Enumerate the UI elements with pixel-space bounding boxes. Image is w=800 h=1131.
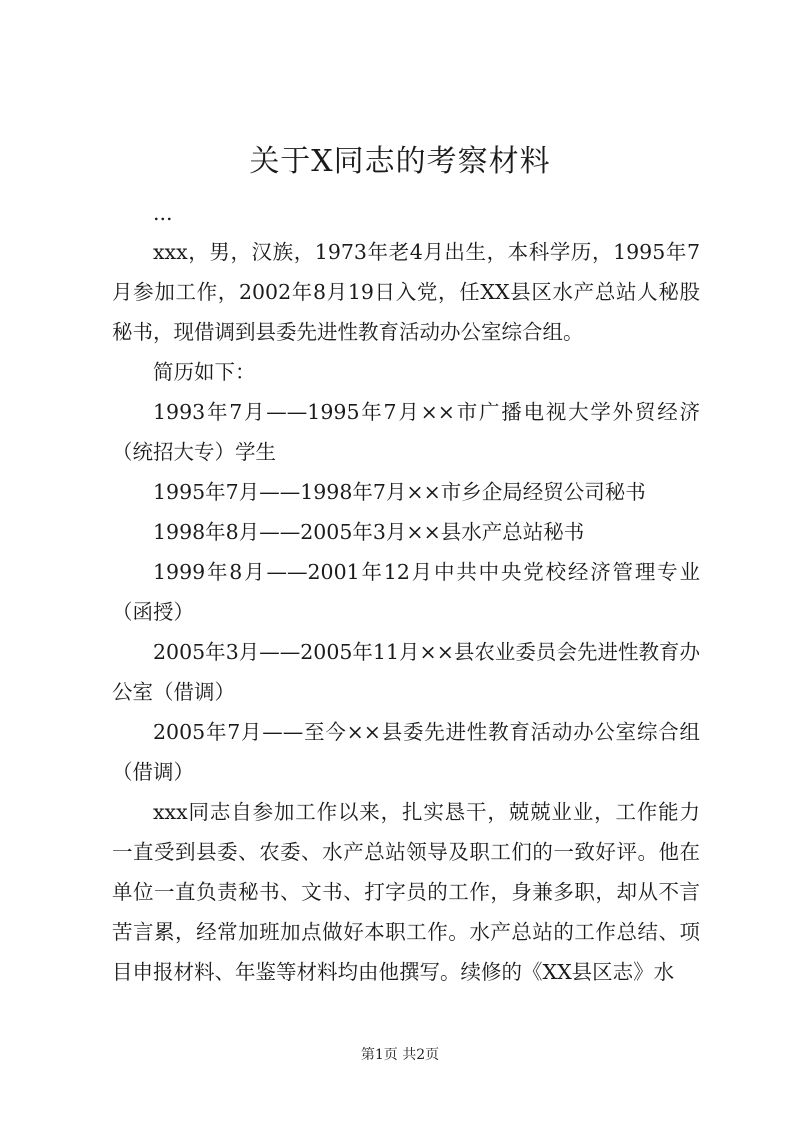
document-title: 关于X同志的考察材料 [249, 144, 551, 179]
paragraph-evaluation: xxx同志自参加工作以来，扎实恳干，兢兢业业，工作能力一直受到县委、农委、水产总站领导及职工们的一致好评。他在单位一直负责秘书、文书、打字员的工作，身兼多职，却从不言苦言累，经常加班加点做好本职工作。水产总站的工作总结、项目申报材料、年鉴等材料均由他撰写。续修的《XX县区志》水 [112, 800, 700, 984]
paragraph-personal-info: xxx，男，汉族，1973年老4月出生，本科学历，1995年7月参加工作，2002年8月19日入党，任XX县区水产总站人秘股秘书，现借调到县委先进性教育活动办公室综合组。 [112, 240, 700, 344]
resume-entry-2: 1995年7月——1998年7月××市乡企局经贸公司秘书 [153, 480, 646, 504]
page-footer: 第1页 共2页 [360, 1047, 440, 1063]
paragraph-resume-heading: 简历如下： [153, 360, 256, 384]
resume-entry-4: 1999年8月——2001年12月中共中央党校经济管理专业（函授） [112, 560, 700, 624]
resume-entry-6: 2005年7月——至今××县委先进性教育活动办公室综合组（借调） [112, 720, 700, 784]
document-body [112, 198, 700, 992]
resume-entry-3: 1998年8月——2005年3月××县水产总站秘书 [153, 520, 585, 544]
resume-entry-1: 1993年7月——1995年7月××市广播电视大学外贸经济（统招大专）学生 [112, 400, 700, 464]
resume-entry-5: 2005年3月——2005年11月××县农业委员会先进性教育办公室（借调） [112, 640, 700, 704]
ellipsis-line: ... [153, 201, 173, 225]
